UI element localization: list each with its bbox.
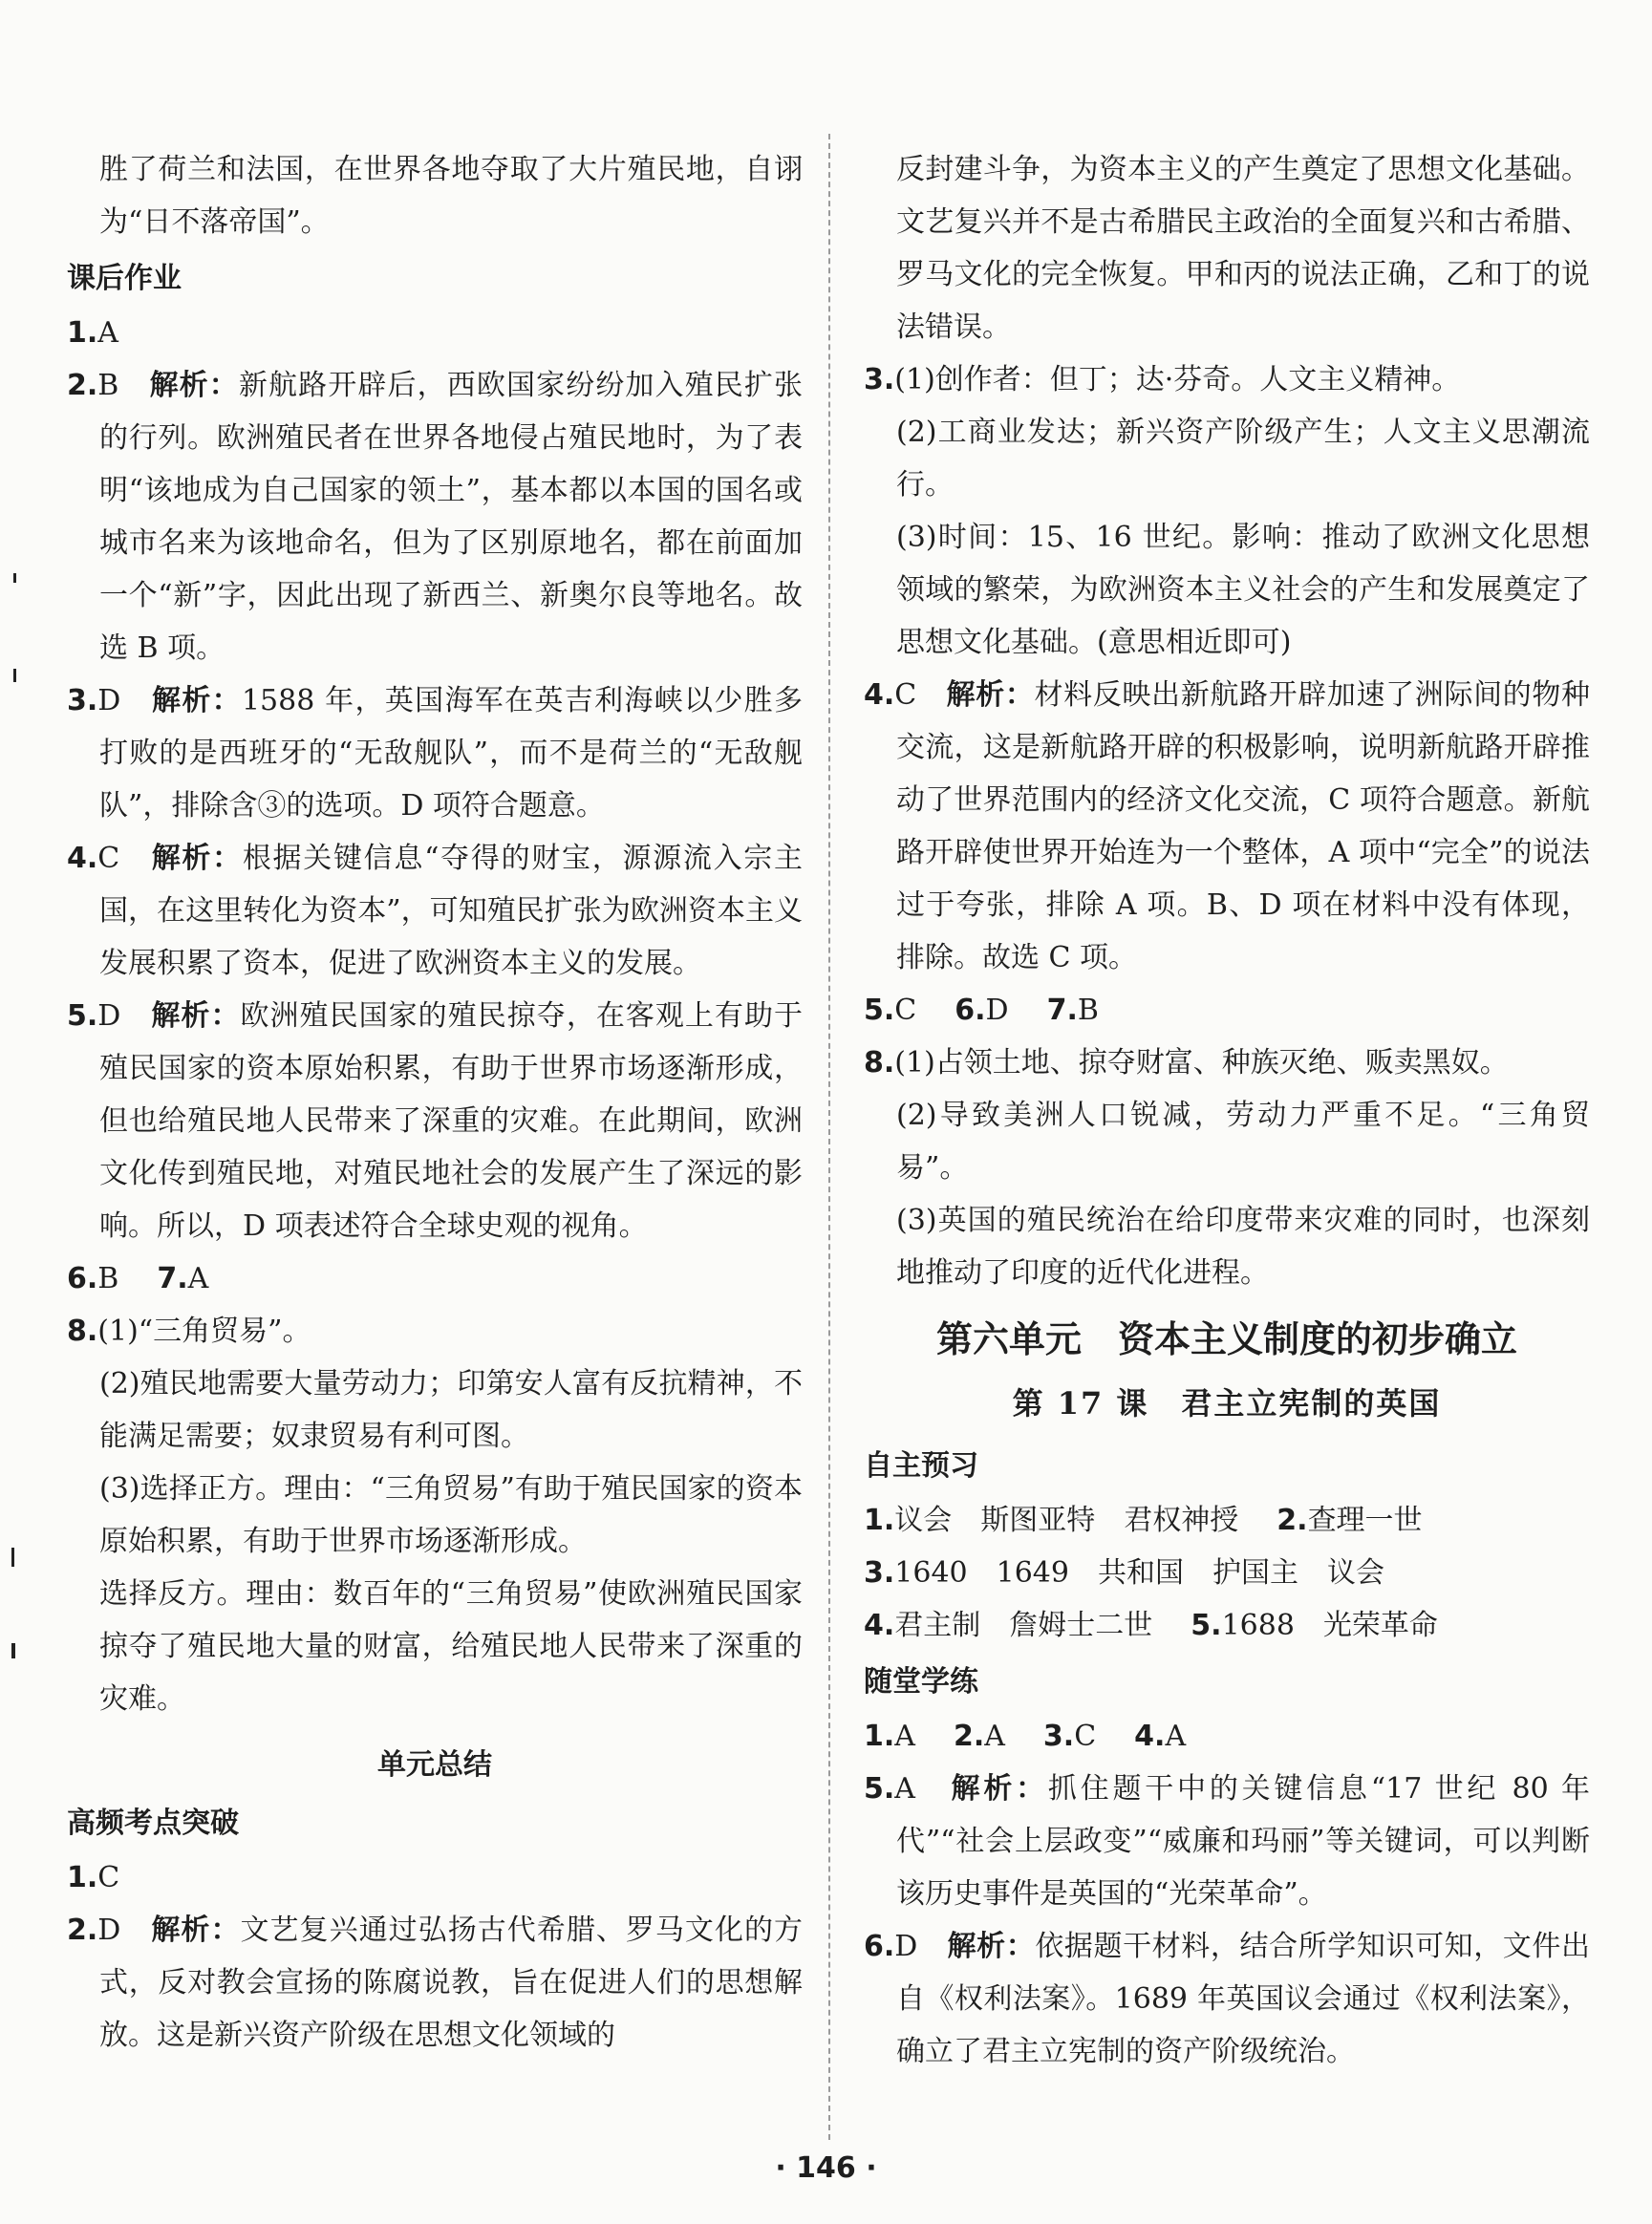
lesson-title: 第 17 课 君主立宪制的英国	[1012, 1385, 1442, 1422]
answer-item: 5.C 6.D 7.B	[864, 994, 1099, 1027]
page-number: · 146 ·	[775, 2151, 877, 2185]
section-heading-highfreq: 高频考点突破	[67, 1807, 239, 1840]
answer-sub: (3)选择正方。理由：“三角贸易”有助于殖民国家的资本原始积累，有助于世界市场逐渐形成。	[99, 1472, 803, 1558]
answer-item: 8.(1)“三角贸易”。	[67, 1315, 311, 1348]
answer-sub: 选择反方。理由：数百年的“三角贸易”使欧洲殖民国家掠夺了殖民地大量的财富，给殖民地人民带来了深重的灾难。	[99, 1577, 803, 1716]
answer-item: 2.B 解析：新航路开辟后，西欧国家纷纷加入殖民扩张的行列。欧洲殖民者在世界各地侵占殖民地时，为了表明“该地成为自己国家的领土”，基本都以本国的国名或城市名来为该地命名，但为了区别原地名，都在前面加一个“新”字，因此出现了新西兰、新奥尔良等地名。故选 B 项。	[67, 369, 804, 665]
answer-item: 1.议会 斯图亚特 君权神授 2.查理一世	[864, 1504, 1423, 1537]
unit-summary-title: 单元总结	[377, 1748, 492, 1782]
scan-mark	[11, 1548, 14, 1567]
answer-item: 3.1640 1649 共和国 护国主 议会	[864, 1556, 1384, 1590]
answer-item: 1.A	[67, 316, 118, 350]
answer-item: 5.D 解析：欧洲殖民国家的殖民掠夺，在客观上有助于殖民国家的资本原始积累，有助于世界市场逐渐形成，但也给殖民地人民带来了深重的灾难。在此期间，欧洲文化传到殖民地，对殖民地社会的发展产生了深远的影响。所以，D 项表述符合全球史观的视角。	[67, 999, 804, 1243]
answer-sub: (2)殖民地需要大量劳动力；印第安人富有反抗精神，不能满足需要；奴隶贸易有利可图。	[99, 1367, 803, 1453]
answer-item: 4.C 解析：材料反映出新航路开辟加速了洲际间的物种交流，这是新航路开辟的积极影响，说明新航路开辟推动了世界范围内的经济文化交流，C 项符合题意。新航路开辟使世界开始连为一个整体，A 项中“完全”的说法过于夸张，排除 A 项。B、D 项在材料中没有体现，排除。故选 C 项。	[864, 678, 1591, 974]
left-column	[67, 143, 803, 2062]
answer-item: 4.君主制 詹姆士二世 5.1688 光荣革命	[864, 1609, 1438, 1642]
answer-item: 6.B 7.A	[67, 1262, 209, 1295]
column-divider	[828, 134, 830, 2140]
answer-sub: (2)导致美洲人口锐减，劳动力严重不足。“三角贸易”。	[896, 1099, 1590, 1185]
right-column	[864, 143, 1590, 2078]
answer-item: 5.A 解析：抓住题干中的关键信息“17 世纪 80 年代”“社会上层政变”“威廉和玛丽”等关键词，可以判断该历史事件是英国的“光荣革命”。	[864, 1772, 1591, 1911]
scan-mark	[13, 669, 16, 682]
answer-sub: (3)时间：15、16 世纪。影响：推动了欧洲文化思想领域的繁荣，为欧洲资本主义社会的产生和发展奠定了思想文化基础。(意思相近即可)	[896, 521, 1590, 659]
answer-item: 8.(1)占领土地、掠夺财富、种族灭绝、贩卖黑奴。	[864, 1046, 1509, 1080]
scan-mark	[13, 573, 16, 583]
answer-item: 3.D 解析：1588 年，英国海军在英吉利海峡以少胜多打败的是西班牙的“无敌舰队”，而不是荷兰的“无敌舰队”，排除含③的选项。D 项符合题意。	[67, 684, 804, 823]
scan-mark	[11, 1643, 15, 1658]
continued-text: 胜了荷兰和法国，在世界各地夺取了大片殖民地，自诩为“日不落帝国”。	[99, 153, 803, 239]
answer-item: 1.A 2.A 3.C 4.A	[864, 1720, 1187, 1753]
continued-text: 反封建斗争，为资本主义的产生奠定了思想文化基础。文艺复兴并不是古希腊民主政治的全面复兴和古希腊、罗马文化的完全恢复。甲和丙的说法正确，乙和丁的说法错误。	[896, 153, 1590, 344]
unit-title: 第六单元 资本主义制度的初步确立	[935, 1318, 1517, 1360]
answer-sub: (2)工商业发达；新兴资产阶级产生；人文主义思潮流行。	[896, 416, 1590, 502]
section-heading-practice: 随堂学练	[864, 1665, 978, 1699]
answer-item: 6.D 解析：依据题干材料，结合所学知识可知，文件出自《权利法案》。1689 年英国议会通过《权利法案》，确立了君主立宪制的资产阶级统治。	[864, 1930, 1590, 2068]
answer-item: 3.(1)创作者：但丁；达·芬奇。人文主义精神。	[864, 363, 1461, 396]
answer-sub: (3)英国的殖民统治在给印度带来灾难的同时，也深刻地推动了印度的近代化进程。	[896, 1204, 1590, 1290]
section-heading-preview: 自主预习	[864, 1449, 978, 1483]
answer-item: 1.C	[67, 1861, 120, 1894]
answer-item: 4.C 解析：根据关键信息“夺得的财宝，源源流入宗主国，在这里转化为资本”，可知殖民扩张为欧洲资本主义发展积累了资本，促进了欧洲资本主义的发展。	[67, 842, 804, 980]
section-heading-homework: 课后作业	[67, 262, 182, 295]
answer-item: 2.D 解析：文艺复兴通过弘扬古代希腊、罗马文化的方式，反对教会宣扬的陈腐说教，旨在促进人们的思想解放。这是新兴资产阶级在思想文化领域的	[67, 1914, 804, 2052]
